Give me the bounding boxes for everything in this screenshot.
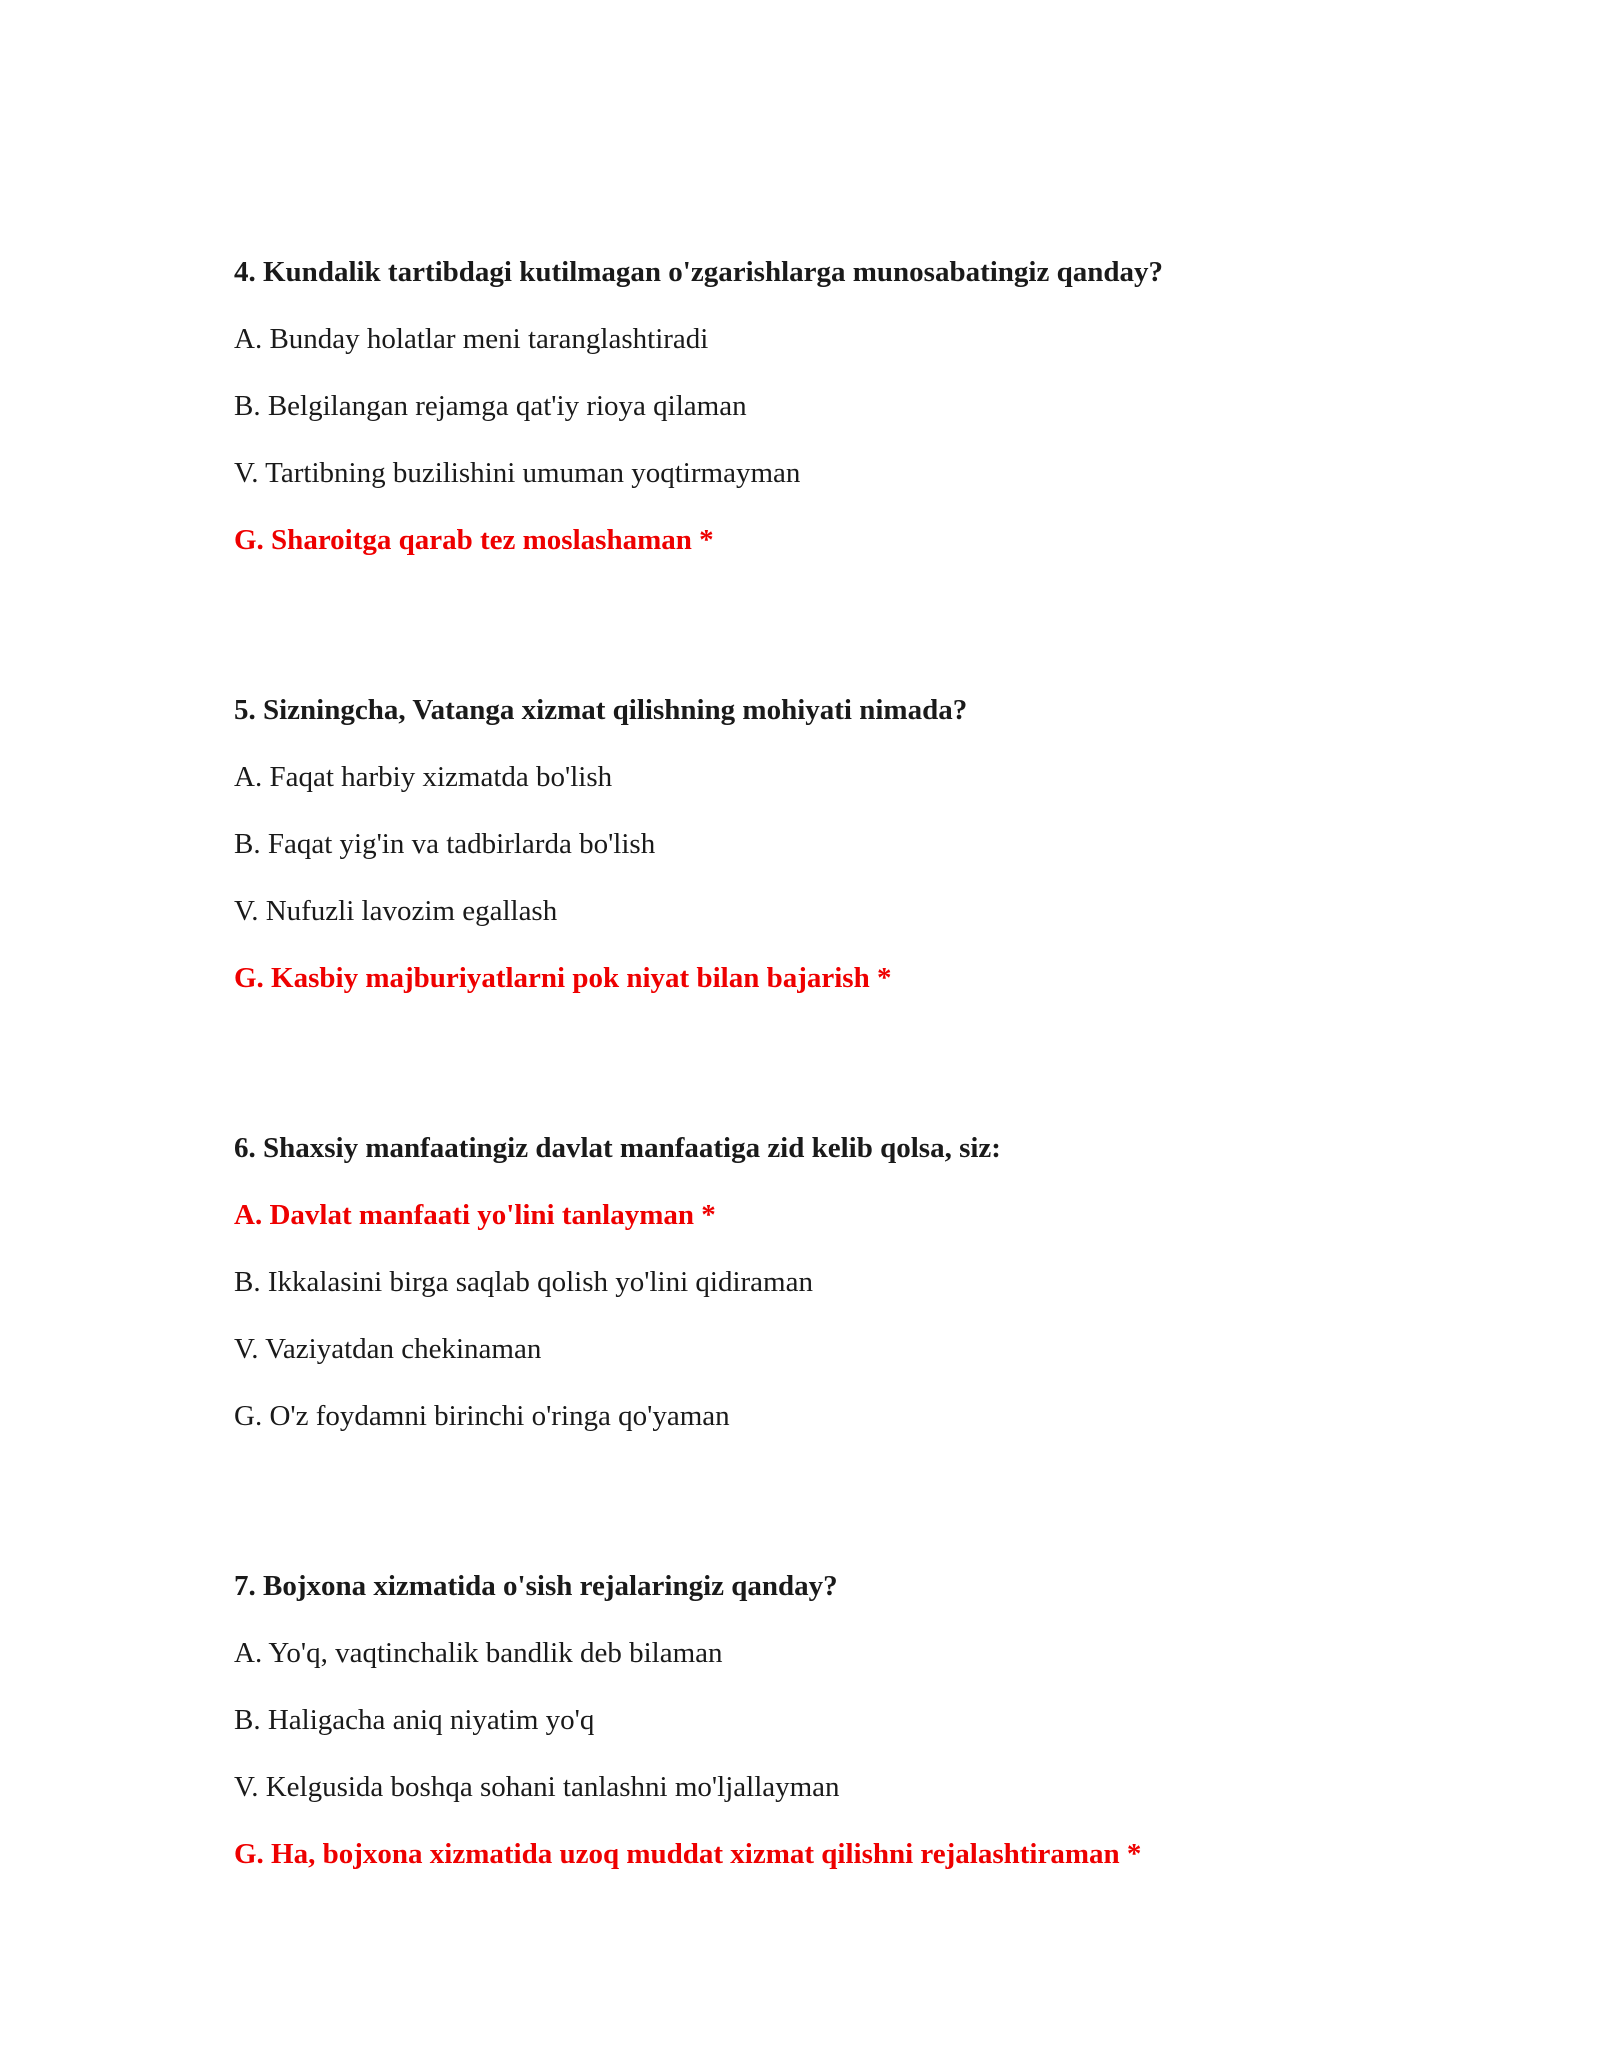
question-4 [234,252,1534,560]
question-title: 7. Bojxona xizmatida o'sish rejalaringiz qanday? [234,1570,838,1602]
option-v: V. Vaziyatdan chekinaman [234,1333,542,1365]
option-b: B. Faqat yig'in va tadbirlarda bo'lish [234,828,656,860]
option-v: V. Kelgusida boshqa sohani tanlashni mo'ljallayman [234,1771,840,1803]
option-b: B. Haligacha aniq niyatim yo'q [234,1704,595,1736]
question-title: 6. Shaxsiy manfaatingiz davlat manfaatiga zid kelib qolsa, siz: [234,1132,1001,1164]
option-a: A. Bunday holatlar meni taranglashtiradi [234,323,709,355]
question-7 [234,1566,1534,1874]
question-title: 5. Sizningcha, Vatanga xizmat qilishning mohiyati nimada? [234,694,968,726]
option-a: A. Yo'q, vaqtinchalik bandlik deb bilaman [234,1637,723,1669]
option-g: G. O'z foydamni birinchi o'ringa qo'yaman [234,1400,730,1432]
option-b: B. Belgilangan rejamga qat'iy rioya qilaman [234,390,747,422]
option-g-correct: G. Ha, bojxona xizmatida uzoq muddat xizmat qilishni rejalashtiraman * [234,1838,1142,1870]
option-b: B. Ikkalasini birga saqlab qolish yo'lini qidiraman [234,1266,813,1298]
option-g-correct: G. Kasbiy majburiyatlarni pok niyat bilan bajarish * [234,962,892,994]
option-v: V. Nufuzli lavozim egallash [234,895,558,927]
question-6 [234,1128,1534,1436]
option-a-correct: A. Davlat manfaati yo'lini tanlayman * [234,1199,716,1231]
question-title: 4. Kundalik tartibdagi kutilmagan o'zgarishlarga munosabatingiz qanday? [234,256,1163,288]
question-5 [234,690,1534,998]
option-v: V. Tartibning buzilishini umuman yoqtirmayman [234,457,801,489]
option-g-correct: G. Sharoitga qarab tez moslashaman * [234,524,714,556]
document-page [234,252,1534,1901]
option-a: A. Faqat harbiy xizmatda bo'lish [234,761,613,793]
